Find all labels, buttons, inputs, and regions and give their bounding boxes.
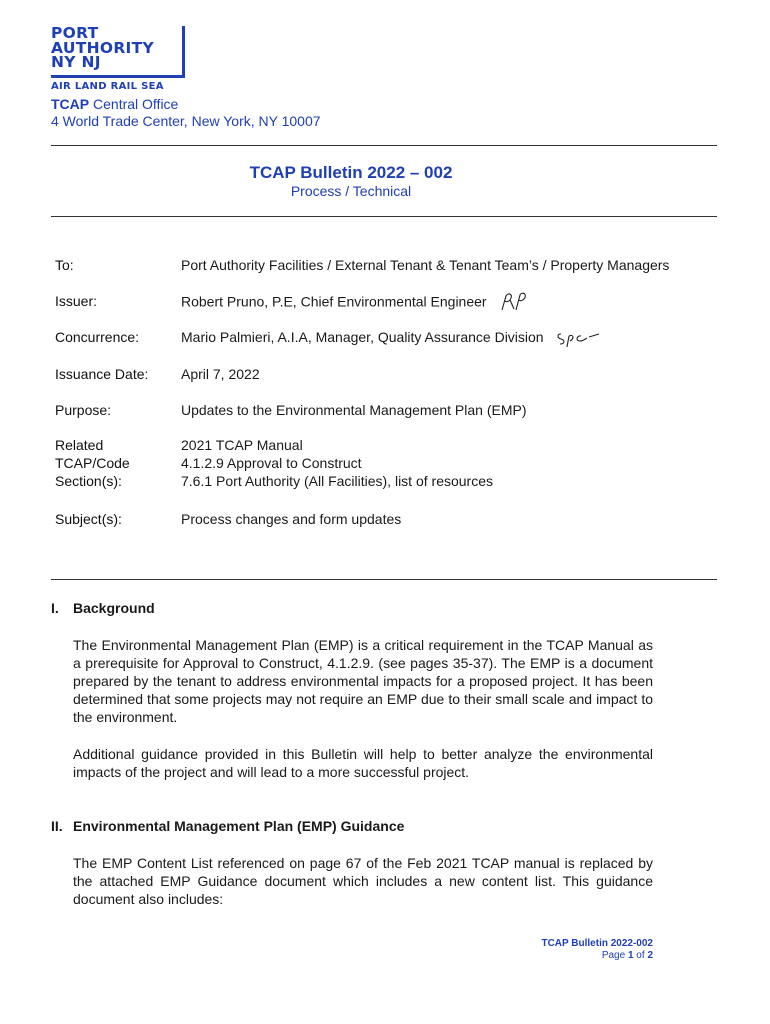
field-concurrence bbox=[55, 328, 544, 346]
section-2-number: II. bbox=[51, 818, 63, 834]
field-to-value: Port Authority Facilities / External Tenant & Tenant Team’s / Property Managers bbox=[181, 257, 670, 273]
footer-bulletin-id bbox=[541, 938, 653, 950]
section-2-heading: Environmental Management Plan (EMP) Guidance bbox=[73, 818, 405, 834]
section-2-paragraph-1: The EMP Content List referenced on page 67 of the Feb 2021 TCAP manual is replaced by the attached EMP Guidance document which includes a new content list. This guidance document also includes: bbox=[73, 855, 653, 907]
divider-header bbox=[51, 216, 717, 217]
field-concurrence-value: Mario Palmieri, A.I.A, Manager, Quality Assurance Division bbox=[181, 329, 544, 345]
logo-line-3: NY NJ bbox=[51, 53, 101, 71]
field-purpose-value: Updates to the Environmental Management Plan (EMP) bbox=[181, 402, 527, 418]
office-name bbox=[51, 96, 321, 113]
logo-tagline: AIR LAND RAIL SEA bbox=[51, 81, 164, 92]
field-to bbox=[55, 256, 670, 274]
office-address: 4 World Trade Center, New York, NY 10007 bbox=[51, 113, 321, 129]
field-related-value-1: 2021 TCAP Manual bbox=[181, 437, 303, 453]
section-1-number: I. bbox=[51, 600, 59, 616]
logo-frame-bottom bbox=[51, 75, 185, 78]
field-related-label-3: Section(s): bbox=[55, 473, 122, 489]
section-1-paragraph-1: The Environmental Management Plan (EMP) is a critical requirement in the TCAP Manual as a prerequisite for Approval to Construct, 4.1.2.9. (see pages 35-37). The EMP is a document prepared by the tenant to address environmental impacts for a proposed project. It has been determined that some projects may not require an EMP due to their small scale and impact to the environment. bbox=[73, 637, 653, 725]
logo-line-1: PORT bbox=[51, 24, 99, 42]
office-name-rest: Central Office bbox=[89, 96, 179, 112]
field-related-label-2: TCAP/Code bbox=[55, 455, 130, 471]
field-purpose-label: Purpose: bbox=[55, 402, 112, 418]
field-concurrence-label: Concurrence: bbox=[55, 329, 140, 345]
divider-top bbox=[51, 145, 717, 146]
footer-of-word: of bbox=[633, 950, 648, 961]
bulletin-subtitle: Process / Technical bbox=[290, 183, 412, 199]
field-related-value-3: 7.6.1 Port Authority (All Facilities), list of resources bbox=[181, 473, 493, 489]
field-related bbox=[55, 436, 493, 490]
field-subjects-label: Subject(s): bbox=[55, 511, 122, 527]
bulletin-title: TCAP Bulletin 2022 – 002 bbox=[249, 163, 453, 182]
section-1-paragraph-2: Additional guidance provided in this Bulletin will help to better analyze the environmental impacts of the project and will lead to a more successful project. bbox=[73, 746, 653, 780]
field-subjects-value: Process changes and form updates bbox=[181, 511, 402, 527]
office-name-bold: TCAP bbox=[51, 96, 90, 112]
footer-page-number bbox=[541, 950, 653, 962]
field-issuance-label: Issuance Date: bbox=[55, 366, 149, 382]
field-issuer-value: Robert Pruno, P.E, Chief Environmental Engineer bbox=[181, 293, 487, 310]
page-footer bbox=[541, 938, 653, 962]
footer-page-current: 1 bbox=[627, 950, 634, 961]
field-related-label-1: Related bbox=[55, 437, 104, 453]
port-authority-logo bbox=[51, 26, 185, 92]
field-to-label: To: bbox=[55, 257, 74, 273]
logo-line-2: AUTHORITY bbox=[51, 38, 155, 57]
footer-bulletin-id-text: TCAP Bulletin 2022-002 bbox=[541, 938, 653, 949]
divider-fields bbox=[51, 579, 717, 580]
field-subjects bbox=[55, 510, 402, 528]
logo-frame-right bbox=[182, 26, 185, 78]
field-concurrence-value-wrap bbox=[181, 328, 603, 348]
issuer-signature-icon bbox=[498, 292, 538, 314]
footer-page-total: 2 bbox=[647, 950, 653, 961]
field-issuer-label: Issuer: bbox=[55, 293, 98, 309]
concurrence-signature-icon bbox=[555, 328, 603, 348]
field-issuer-value-wrap bbox=[181, 292, 538, 314]
field-issuance-date bbox=[55, 365, 260, 383]
footer-page-word: Page bbox=[601, 950, 628, 961]
field-issuance-value: April 7, 2022 bbox=[181, 366, 260, 382]
field-related-values bbox=[181, 436, 493, 490]
field-related-value-2: 4.1.2.9 Approval to Construct bbox=[181, 455, 362, 471]
office-block bbox=[51, 96, 321, 130]
field-purpose bbox=[55, 401, 527, 419]
section-1-heading: Background bbox=[73, 600, 155, 616]
field-issuer bbox=[55, 292, 487, 310]
